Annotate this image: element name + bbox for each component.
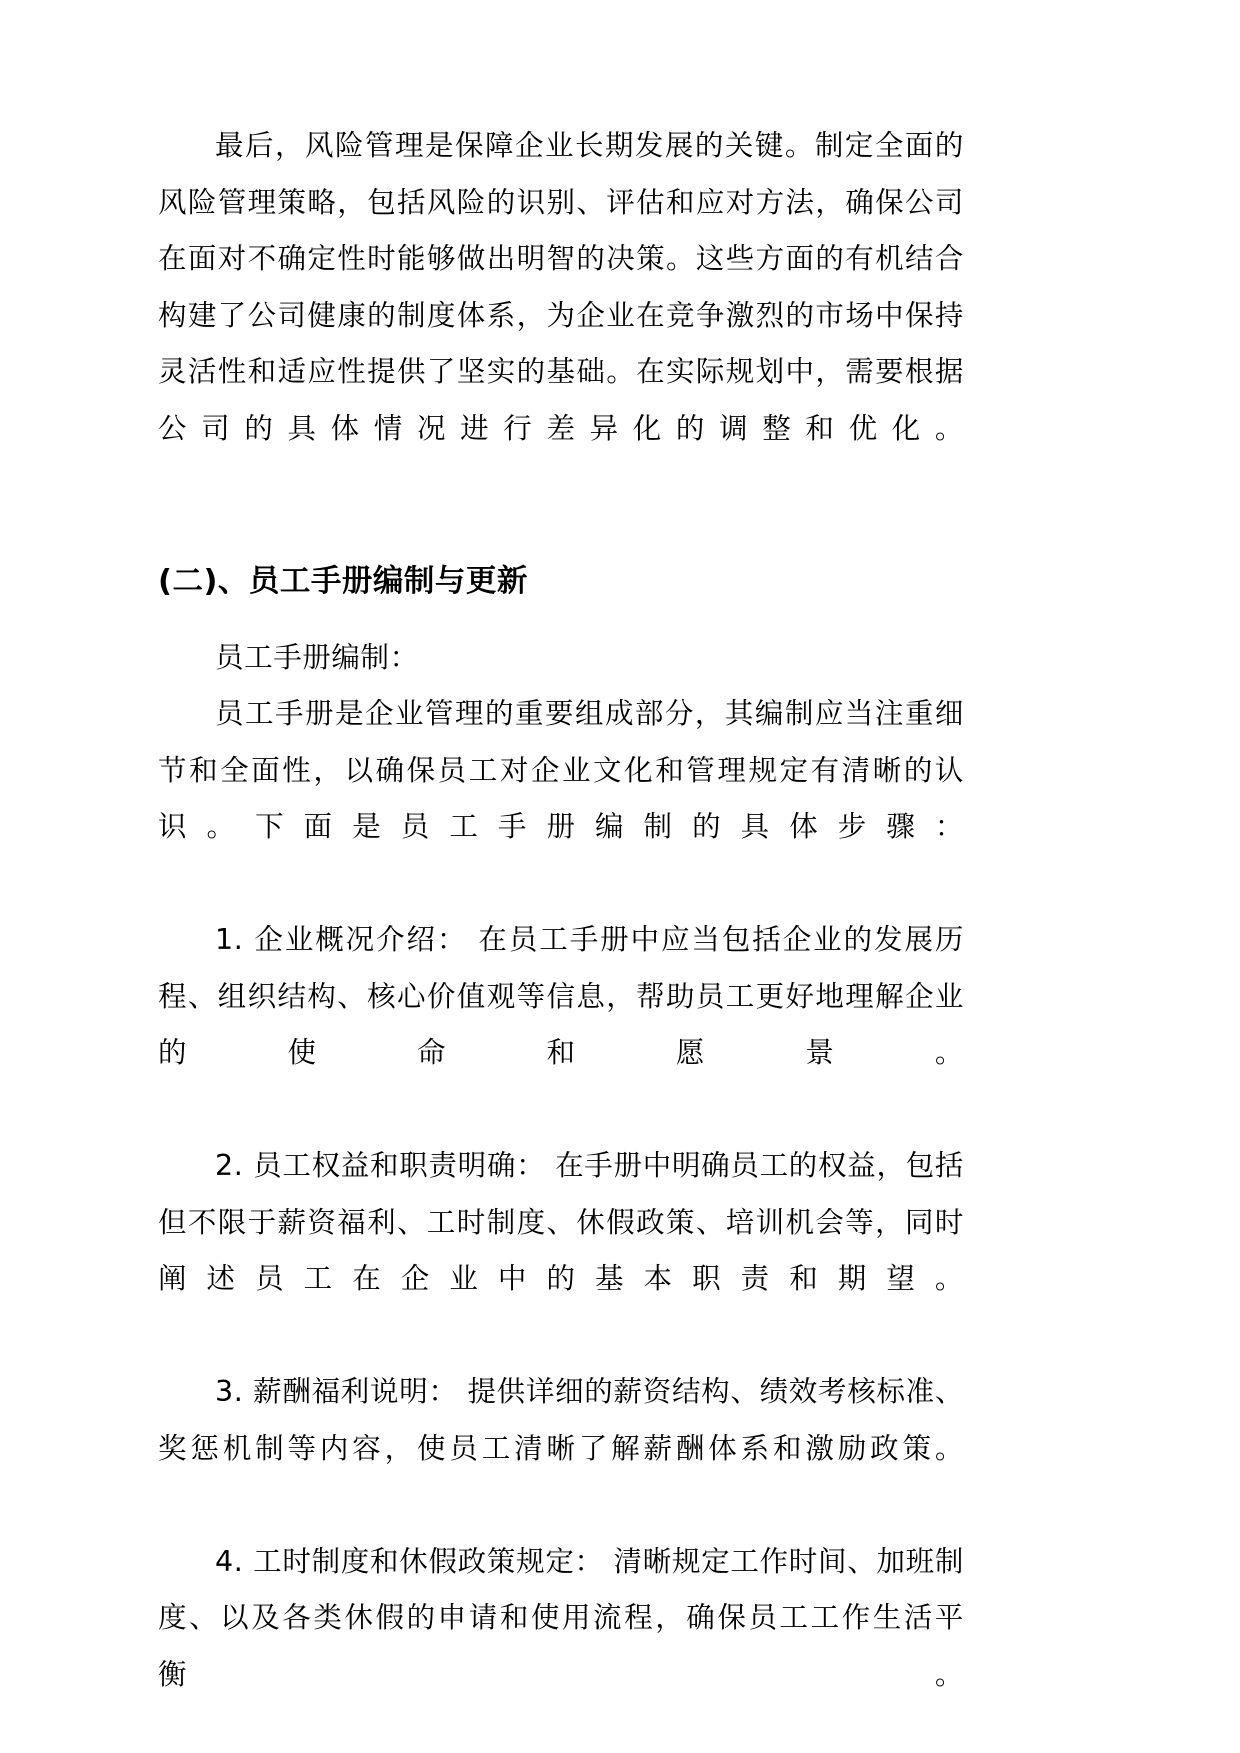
heading-spacer-bottom xyxy=(158,610,964,630)
list-item-3-compensation-benefits: 3. 薪酬福利说明： 提供详细的薪资结构、绩效考核标准、奖惩机制等内容，使员工清晰了解薪酬体系和激励政策。 xyxy=(158,1375,964,1465)
paragraph-handbook-label: 员工手册编制： xyxy=(215,640,419,674)
page-content xyxy=(158,118,964,1753)
paragraph-handbook-intro: 员工手册是企业管理的重要组成部分，其编制应当注重细节和全面性，以确保员工对企业文化和管理规定有清晰的认识。下面是员工手册编制的具体步骤： xyxy=(158,697,964,843)
section-heading-employee-handbook: (二)、员工手册编制与更新 xyxy=(158,563,528,599)
list-item-2-rights-responsibilities: 2. 员工权益和职责明确： 在手册中明确员工的权益，包括但不限于薪资福利、工时制度、休假政策、培训机会等，同时阐述员工在企业中的基本职责和期望。 xyxy=(158,1149,964,1295)
paragraph-risk-management: 最后，风险管理是保障企业长期发展的关键。制定全面的风险管理策略，包括风险的识别、评估和应对方法，确保公司在面对不确定性时能够做出明智的决策。这些方面的有机结合构建了公司健康的制度体系，为企业在竞争激烈的市场中保持灵活性和适应性提供了坚实的基础。在实际规划中，需要根据公司的具体情况进行差异化的调整和优化。 xyxy=(158,129,964,445)
heading-spacer-top xyxy=(158,514,964,554)
list-item-1-company-overview: 1. 企业概况介绍： 在员工手册中应当包括企业的发展历程、组织结构、核心价值观等信息，帮助员工更好地理解企业的使命和愿景。 xyxy=(158,923,964,1069)
list-item-4-working-hours-leave: 4. 工时制度和休假政策规定： 清晰规定工作时间、加班制度、以及各类休假的申请和使用流程，确保员工工作生活平衡。 xyxy=(158,1544,964,1691)
